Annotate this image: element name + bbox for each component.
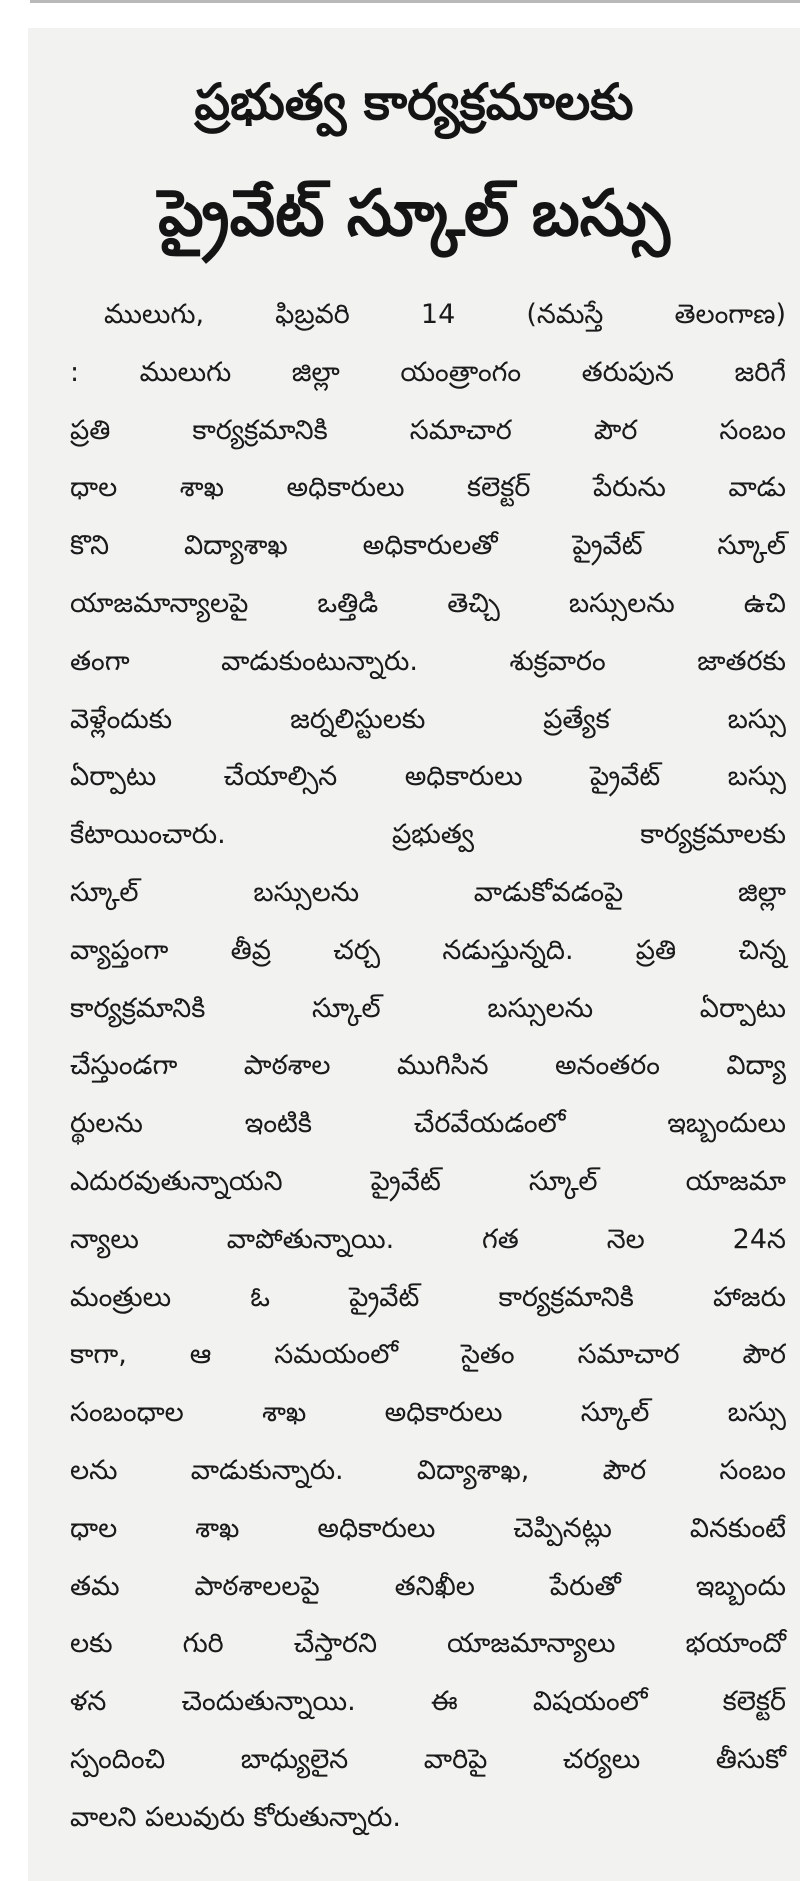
newspaper-clipping — [28, 28, 800, 1881]
body-line: తంగా వాడుకుంటున్నారు. శుక్రవారం జాతరకు — [70, 645, 786, 677]
body-line: మంత్రులు ఓ ప్రైవేట్ కార్యక్రమానికి హాజరు — [70, 1281, 786, 1313]
body-line: లకు గురి చేస్తారని యాజమాన్యాలు భయాందో — [70, 1628, 786, 1660]
headline-line-1: ప్రభుత్వ కార్యక్రమాలకు — [194, 73, 634, 131]
body-line: తమ పాఠశాలలపై తనిఖీల పేరుతో ఇబ్బందు — [70, 1570, 786, 1602]
body-line: సంబంధాల శాఖ అధికారులు స్కూల్ బస్సు — [70, 1397, 786, 1429]
body-line: కొని విద్యాశాఖ అధికారులతో ప్రైవేట్ స్కూల్ — [70, 530, 786, 562]
body-line: స్పందించి బాధ్యులైన వారిపై చర్యలు తీసుకో — [70, 1743, 786, 1775]
body-line: వెళ్లేందుకు జర్నలిస్టులకు ప్రత్యేక బస్సు — [70, 703, 786, 735]
body-line: చేస్తుండగా పాఠశాల ముగిసిన అనంతరం విద్యా — [70, 1050, 786, 1082]
body-line: ములుగు, ఫిబ్రవరి 14 (నమస్తే తెలంగాణ) — [104, 299, 786, 330]
body-line: కాగా, ఆ సమయంలో సైతం సమాచార పౌర — [70, 1339, 786, 1371]
body-line: లను వాడుకున్నారు. విద్యాశాఖ, పౌర సంబం — [70, 1454, 786, 1486]
body-line: కార్యక్రమానికి స్కూల్ బస్సులను ఏర్పాటు — [70, 992, 786, 1024]
body-line: వాలని పలువురు కోరుతున్నారు. — [70, 1801, 401, 1833]
body-line: కేటాయించారు. ప్రభుత్వ కార్యక్రమాలకు — [70, 819, 786, 851]
headline-line-2: ప్రైవేట్ స్కూల్ బస్సు — [158, 177, 670, 251]
body-line: ఏర్పాటు చేయాల్సిన అధికారులు ప్రైవేట్ బస్సు — [70, 761, 786, 793]
article-body — [70, 286, 786, 1847]
body-line: ఎదురవుతున్నాయని ప్రైవేట్ స్కూల్ యాజమా — [70, 1165, 786, 1197]
body-line: : ములుగు జిల్లా యంత్రాంగం తరుపున జరిగే — [70, 356, 786, 388]
top-divider — [30, 0, 800, 3]
body-line: ప్రతి కార్యక్రమానికి సమాచార పౌర సంబం — [70, 414, 786, 446]
body-line: ర్థులను ఇంటికి చేరవేయడంలో ఇబ్బందులు — [70, 1108, 786, 1140]
body-line: యాజమాన్యాలపై ఒత్తిడి తెచ్చి బస్సులను ఉచి — [70, 587, 786, 619]
body-line: ధాల శాఖ అధికారులు చెప్పినట్లు వినకుంటే — [70, 1512, 786, 1544]
body-line: న్యాలు వాపోతున్నాయి. గత నెల 24న — [70, 1223, 786, 1255]
body-line: స్కూల్ బస్సులను వాడుకోవడంపై జిల్లా — [70, 876, 786, 908]
body-line: ధాల శాఖ అధికారులు కలెక్టర్ పేరును వాడు — [70, 472, 786, 504]
body-line: ళన చెందుతున్నాయి. ఈ విషయంలో కలెక్టర్ — [70, 1686, 786, 1718]
body-line: వ్యాప్తంగా తీవ్ర చర్చ నడుస్తున్నది. ప్రతి చిన్న — [70, 934, 786, 966]
